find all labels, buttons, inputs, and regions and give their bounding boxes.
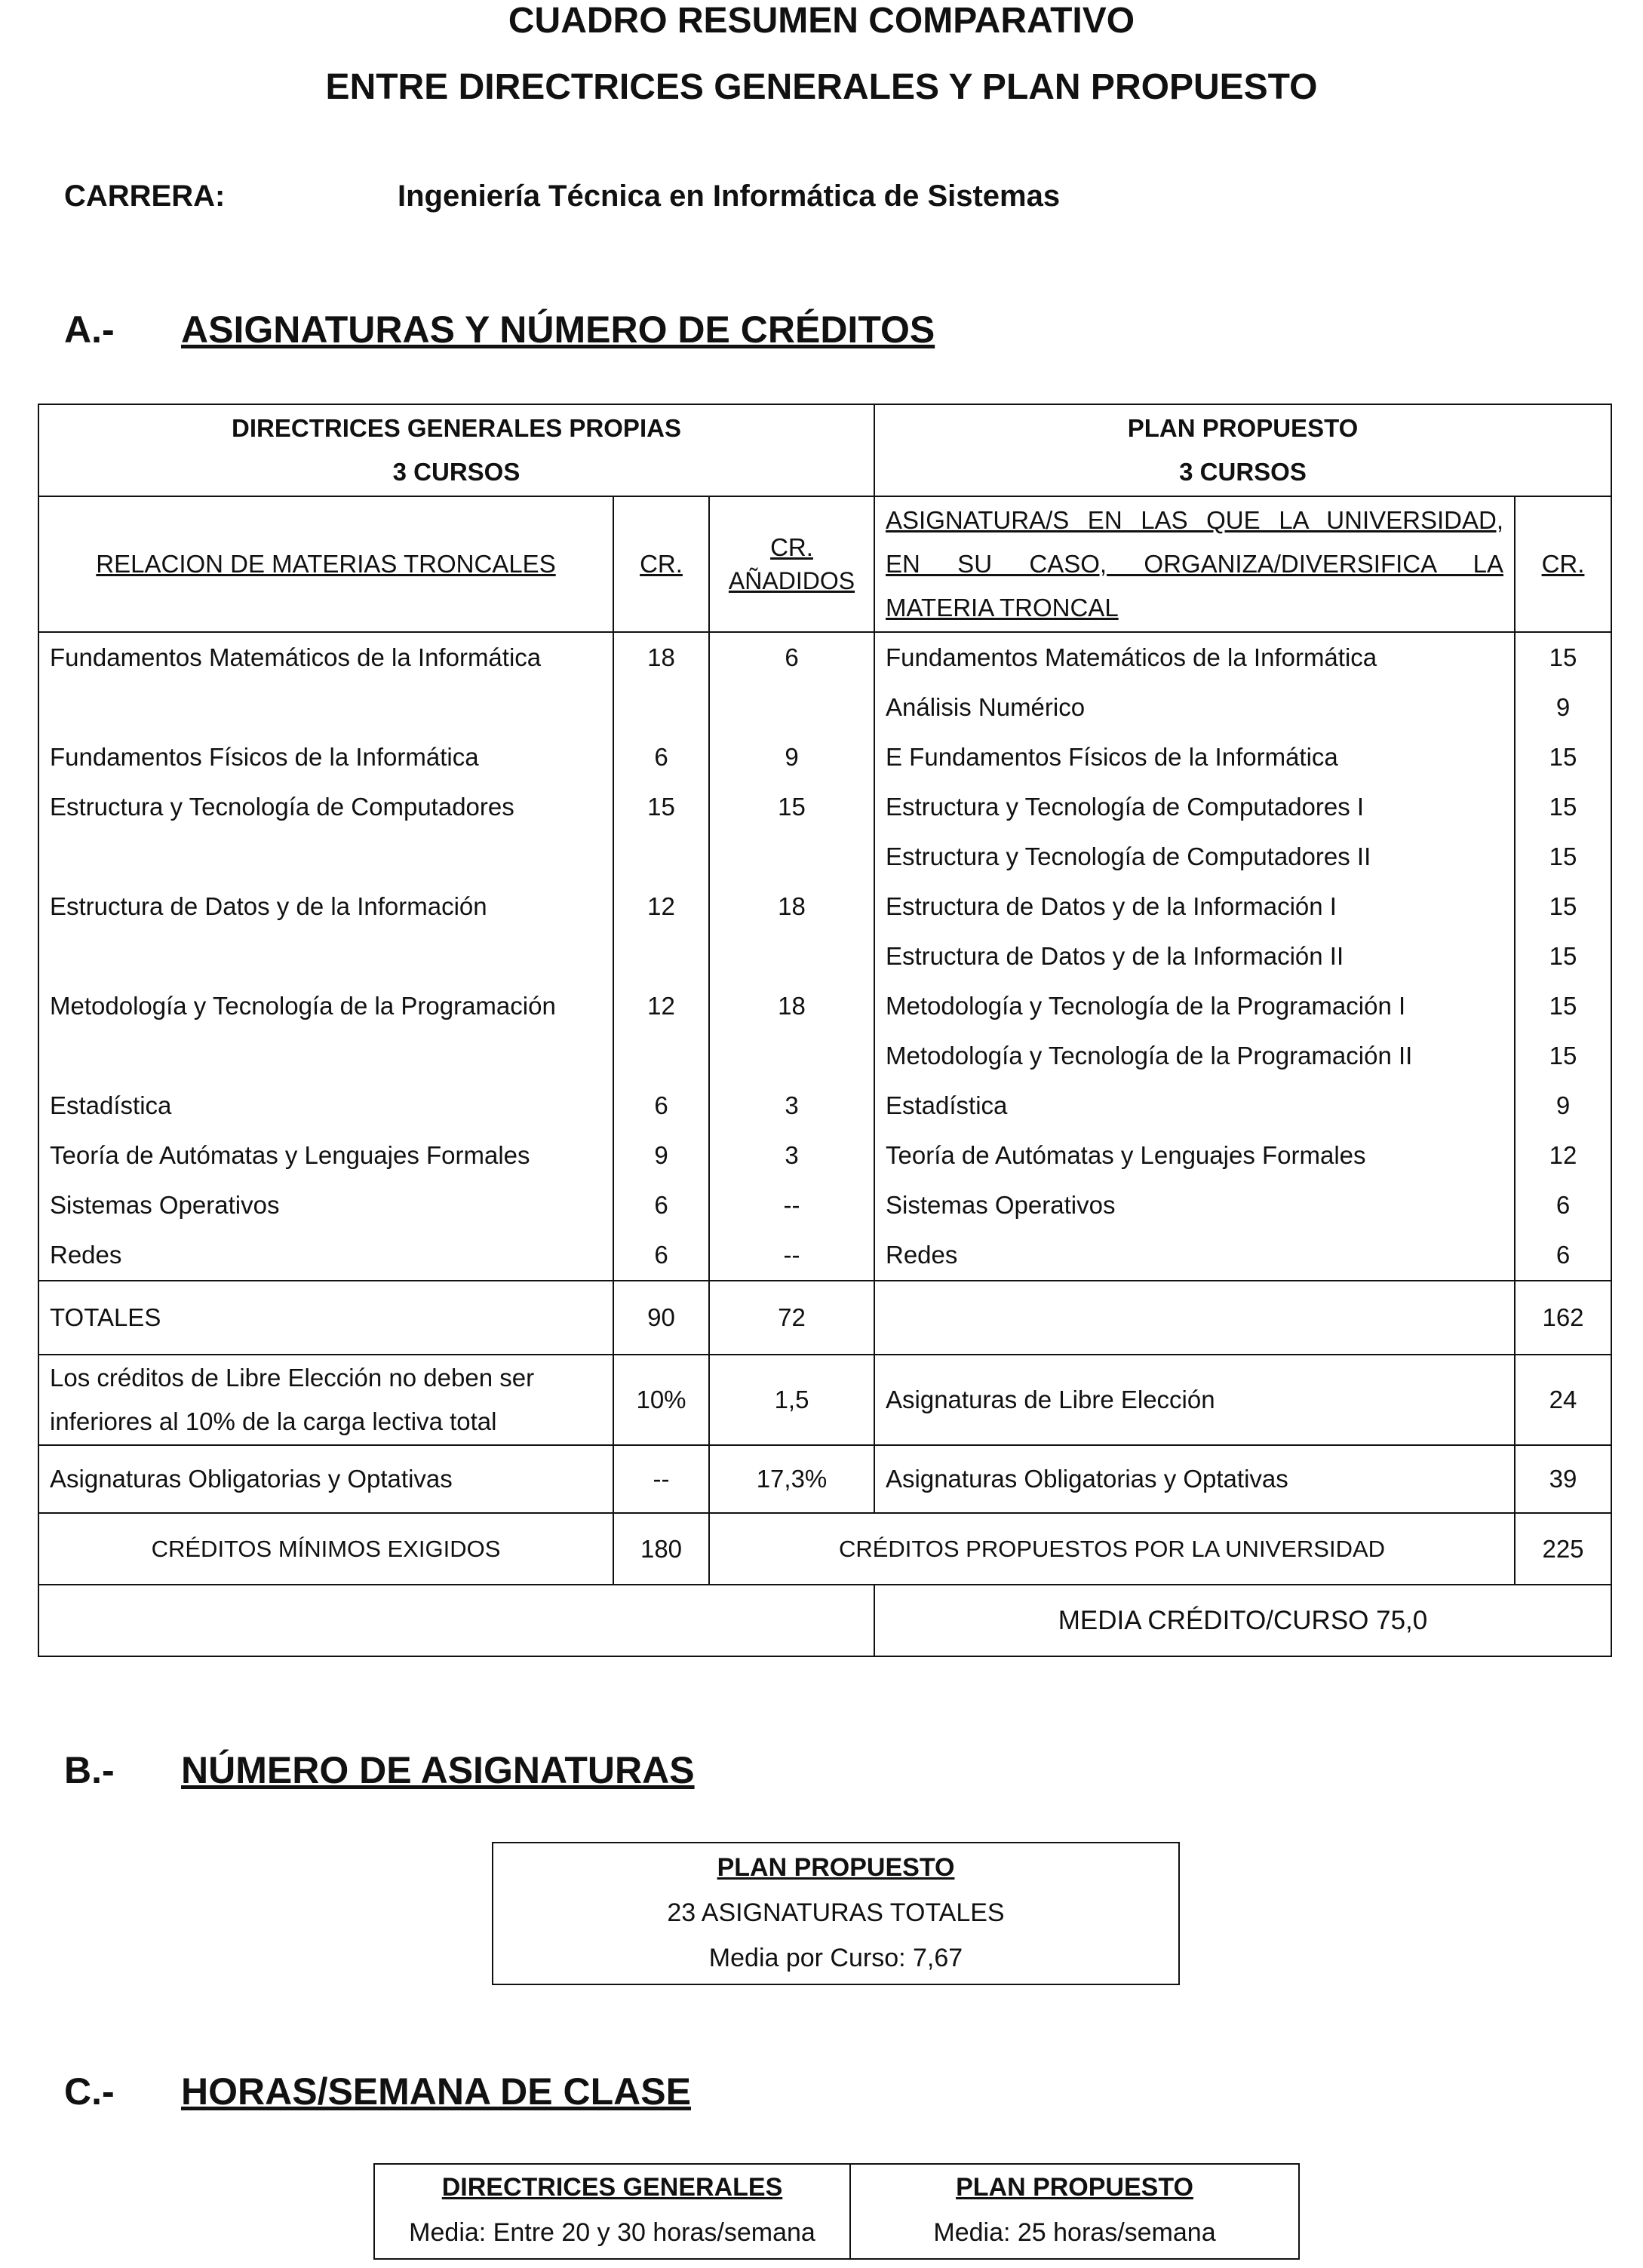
col-header-asignaturas-3: MATERIA TRONCAL bbox=[886, 594, 1119, 621]
table-row bbox=[38, 782, 1611, 832]
cell-anadidos: -- bbox=[709, 1180, 874, 1230]
propuestos-label: CRÉDITOS PROPUESTOS POR LA UNIVERSIDAD bbox=[709, 1513, 1515, 1585]
cell-cr: 15 bbox=[613, 782, 709, 832]
cell-anadidos bbox=[709, 683, 874, 732]
media-empty bbox=[38, 1585, 874, 1656]
propuestos-cr: 225 bbox=[1515, 1513, 1611, 1585]
totales-cr-right: 162 bbox=[1515, 1281, 1611, 1355]
cell-anadidos bbox=[709, 931, 874, 981]
cell-asignatura: Estructura de Datos y de la Información II bbox=[874, 931, 1515, 981]
libre-anadidos: 1,5 bbox=[709, 1355, 874, 1445]
cell-cr bbox=[613, 1031, 709, 1081]
credits-table bbox=[38, 404, 1612, 1657]
cell-cr: 6 bbox=[613, 1180, 709, 1230]
cell-anadidos: 6 bbox=[709, 632, 874, 683]
cell-asignatura: Teoría de Autómatas y Lenguajes Formales bbox=[874, 1131, 1515, 1180]
table-row bbox=[38, 1230, 1611, 1281]
section-c-left-value: Media: Entre 20 y 30 horas/semana bbox=[409, 2218, 815, 2247]
carrera-value: Ingeniería Técnica en Informática de Sistemas bbox=[398, 180, 1061, 213]
cell-cr2: 15 bbox=[1515, 832, 1611, 882]
minimos-label: CRÉDITOS MÍNIMOS EXIGIDOS bbox=[38, 1513, 613, 1585]
col-header-asignaturas-1: ASIGNATURA/S EN LAS QUE LA UNIVERSIDAD, bbox=[886, 506, 1503, 534]
section-c-right-title: PLAN PROPUESTO bbox=[956, 2173, 1193, 2202]
cell-materia: Fundamentos Físicos de la Informática bbox=[38, 732, 613, 782]
table-row bbox=[38, 882, 1611, 931]
cell-materia: Teoría de Autómatas y Lenguajes Formales bbox=[38, 1131, 613, 1180]
totales-anadidos: 72 bbox=[709, 1281, 874, 1355]
cell-cr2: 6 bbox=[1515, 1230, 1611, 1281]
cell-materia: Fundamentos Matemáticos de la Informática bbox=[38, 632, 613, 683]
totales-asignatura bbox=[874, 1281, 1515, 1355]
cell-cr2: 9 bbox=[1515, 683, 1611, 732]
cell-cr2: 15 bbox=[1515, 981, 1611, 1031]
cell-cr2: 15 bbox=[1515, 782, 1611, 832]
section-c-title: HORAS/SEMANA DE CLASE bbox=[181, 2070, 691, 2113]
section-c-right-value: Media: 25 horas/semana bbox=[933, 2218, 1216, 2247]
totales-row bbox=[38, 1281, 1611, 1355]
col-header-asignaturas-2: EN SU CASO, ORGANIZA/DIVERSIFICA LA bbox=[886, 550, 1503, 578]
obligatorias-anadidos: 17,3% bbox=[709, 1445, 874, 1513]
col-header-asignaturas bbox=[874, 496, 1515, 632]
cell-cr: 6 bbox=[613, 1081, 709, 1131]
col-header-anadidos-label: AÑADIDOS bbox=[728, 567, 855, 594]
cell-materia: Sistemas Operativos bbox=[38, 1180, 613, 1230]
cell-cr bbox=[613, 683, 709, 732]
cell-asignatura: E Fundamentos Físicos de la Informática bbox=[874, 732, 1515, 782]
title-line-1: CUADRO RESUMEN COMPARATIVO bbox=[508, 1, 1135, 41]
section-a-title: ASIGNATURAS Y NÚMERO DE CRÉDITOS bbox=[181, 308, 935, 351]
cell-cr2: 12 bbox=[1515, 1131, 1611, 1180]
cell-cr: 12 bbox=[613, 882, 709, 931]
carrera-label: CARRERA: bbox=[64, 180, 226, 213]
cell-materia: Estructura y Tecnología de Computadores bbox=[38, 782, 613, 832]
obligatorias-label: Asignaturas Obligatorias y Optativas bbox=[38, 1445, 613, 1513]
section-c-left bbox=[375, 2165, 851, 2258]
table-row bbox=[38, 683, 1611, 732]
table-column-header bbox=[38, 496, 1611, 632]
section-b-box-line2: Media por Curso: 7,67 bbox=[708, 1944, 963, 1972]
cell-materia bbox=[38, 1031, 613, 1081]
cell-anadidos bbox=[709, 832, 874, 882]
cell-materia: Redes bbox=[38, 1230, 613, 1281]
table-row bbox=[38, 1131, 1611, 1180]
cell-materia bbox=[38, 832, 613, 882]
libre-row bbox=[38, 1355, 1611, 1445]
obligatorias-asignatura: Asignaturas Obligatorias y Optativas bbox=[874, 1445, 1515, 1513]
cell-cr2: 15 bbox=[1515, 632, 1611, 683]
cell-anadidos: 18 bbox=[709, 882, 874, 931]
minimos-row bbox=[38, 1513, 1611, 1585]
left-header-cursos: 3 CURSOS bbox=[392, 458, 521, 486]
section-c-left-title: DIRECTRICES GENERALES bbox=[441, 2173, 783, 2202]
cell-anadidos: 3 bbox=[709, 1081, 874, 1131]
cell-materia: Estructura de Datos y de la Información bbox=[38, 882, 613, 931]
cell-cr: 12 bbox=[613, 981, 709, 1031]
table-row bbox=[38, 832, 1611, 882]
media-row bbox=[38, 1585, 1611, 1656]
cell-materia bbox=[38, 931, 613, 981]
cell-asignatura: Análisis Numérico bbox=[874, 683, 1515, 732]
section-b-box-title: PLAN PROPUESTO bbox=[717, 1853, 955, 1882]
section-b-box bbox=[492, 1842, 1180, 1985]
libre-cr: 10% bbox=[613, 1355, 709, 1445]
obligatorias-row bbox=[38, 1445, 1611, 1513]
cell-asignatura: Estadística bbox=[874, 1081, 1515, 1131]
table-row bbox=[38, 931, 1611, 981]
section-b-box-line1: 23 ASIGNATURAS TOTALES bbox=[667, 1898, 1005, 1927]
cell-anadidos: -- bbox=[709, 1230, 874, 1281]
right-header-cursos: 3 CURSOS bbox=[1179, 458, 1307, 486]
minimos-cr: 180 bbox=[613, 1513, 709, 1585]
libre-label-2: inferiores al 10% de la carga lectiva total bbox=[50, 1407, 497, 1435]
col-header-anadidos-cr: CR. bbox=[770, 533, 813, 561]
libre-asignatura: Asignaturas de Libre Elección bbox=[874, 1355, 1515, 1445]
cell-materia bbox=[38, 683, 613, 732]
libre-label bbox=[38, 1355, 613, 1445]
cell-cr2: 15 bbox=[1515, 1031, 1611, 1081]
cell-cr: 6 bbox=[613, 1230, 709, 1281]
col-header-anadidos bbox=[709, 496, 874, 632]
section-a-letter: A.- bbox=[64, 308, 115, 351]
cell-asignatura: Estructura de Datos y de la Información I bbox=[874, 882, 1515, 931]
cell-asignatura: Metodología y Tecnología de la Programación II bbox=[874, 1031, 1515, 1081]
right-group-header bbox=[874, 404, 1611, 496]
cell-cr2: 15 bbox=[1515, 931, 1611, 981]
cell-cr: 18 bbox=[613, 632, 709, 683]
cell-asignatura: Fundamentos Matemáticos de la Informática bbox=[874, 632, 1515, 683]
cell-cr2: 15 bbox=[1515, 882, 1611, 931]
cell-anadidos: 3 bbox=[709, 1131, 874, 1180]
table-group-header bbox=[38, 404, 1611, 496]
cell-anadidos: 15 bbox=[709, 782, 874, 832]
obligatorias-cr: -- bbox=[613, 1445, 709, 1513]
cell-anadidos: 18 bbox=[709, 981, 874, 1031]
cell-asignatura: Redes bbox=[874, 1230, 1515, 1281]
media-label: MEDIA CRÉDITO/CURSO 75,0 bbox=[874, 1585, 1611, 1656]
totales-cr: 90 bbox=[613, 1281, 709, 1355]
cell-materia: Metodología y Tecnología de la Programación bbox=[38, 981, 613, 1031]
section-c-letter: C.- bbox=[64, 2070, 115, 2113]
right-header-title: PLAN PROPUESTO bbox=[1127, 414, 1359, 442]
cell-asignatura: Sistemas Operativos bbox=[874, 1180, 1515, 1230]
table-row bbox=[38, 1081, 1611, 1131]
table-row bbox=[38, 981, 1611, 1031]
section-b-letter: B.- bbox=[64, 1749, 115, 1791]
table-row bbox=[38, 1180, 1611, 1230]
table-row bbox=[38, 732, 1611, 782]
cell-cr bbox=[613, 832, 709, 882]
libre-label-1: Los créditos de Libre Elección no deben ser bbox=[50, 1364, 535, 1392]
col-header-cr: CR. bbox=[613, 496, 709, 632]
col-header-cr-right: CR. bbox=[1515, 496, 1611, 632]
totales-label: TOTALES bbox=[38, 1281, 613, 1355]
section-c-box bbox=[373, 2163, 1300, 2260]
cell-cr bbox=[613, 931, 709, 981]
left-header-title: DIRECTRICES GENERALES PROPIAS bbox=[232, 414, 681, 442]
cell-cr: 9 bbox=[613, 1131, 709, 1180]
left-group-header bbox=[38, 404, 874, 496]
cell-anadidos: 9 bbox=[709, 732, 874, 782]
section-c-right bbox=[851, 2165, 1298, 2258]
table-row bbox=[38, 1031, 1611, 1081]
title-line-2: ENTRE DIRECTRICES GENERALES Y PLAN PROPUESTO bbox=[325, 67, 1318, 107]
obligatorias-cr-right: 39 bbox=[1515, 1445, 1611, 1513]
section-b-title: NÚMERO DE ASIGNATURAS bbox=[181, 1749, 695, 1791]
col-header-materias: RELACION DE MATERIAS TRONCALES bbox=[38, 496, 613, 632]
cell-cr2: 9 bbox=[1515, 1081, 1611, 1131]
cell-asignatura: Metodología y Tecnología de la Programación I bbox=[874, 981, 1515, 1031]
cell-asignatura: Estructura y Tecnología de Computadores I bbox=[874, 782, 1515, 832]
cell-cr: 6 bbox=[613, 732, 709, 782]
cell-asignatura: Estructura y Tecnología de Computadores II bbox=[874, 832, 1515, 882]
table-row bbox=[38, 632, 1611, 683]
cell-cr2: 15 bbox=[1515, 732, 1611, 782]
cell-anadidos bbox=[709, 1031, 874, 1081]
cell-materia: Estadística bbox=[38, 1081, 613, 1131]
cell-cr2: 6 bbox=[1515, 1180, 1611, 1230]
libre-cr-right: 24 bbox=[1515, 1355, 1611, 1445]
